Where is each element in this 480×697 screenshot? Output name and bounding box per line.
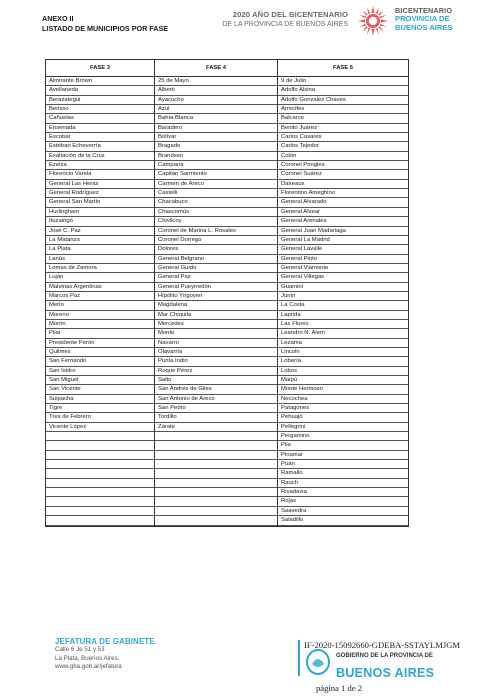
empty-cell <box>155 479 277 488</box>
table-cell: Saavedra <box>278 507 408 516</box>
table-cell: Salto <box>155 376 277 385</box>
empty-cell <box>46 460 154 469</box>
empty-cell <box>155 488 277 497</box>
table-cell: La Costa <box>278 301 408 310</box>
table-cell: San Pedro <box>155 404 277 413</box>
table-cell: Bahía Blanca <box>155 114 277 123</box>
office-name: JEFATURA DE GABINETE <box>55 637 155 646</box>
document-code: IF-2020-15092660-GDEBA-SSTAYLMJGM <box>304 640 461 650</box>
table-cell: Castelli <box>155 189 277 198</box>
annex-title: ANEXO II <box>42 14 74 23</box>
header-fase-5: FASE 5 <box>333 65 353 71</box>
table-cell: Quilmes <box>46 348 154 357</box>
table-cell: Brandsen <box>155 152 277 161</box>
province-name: BUENOS AIRES <box>336 666 435 680</box>
table-header-row <box>46 60 408 77</box>
table-cell: Exaltación de la Cruz <box>46 152 154 161</box>
table-cell: 25 de Mayo <box>155 77 277 86</box>
table-cell: Pila <box>278 441 408 450</box>
table-cell: Chacabuco <box>155 198 277 207</box>
table-cell: General Villegas <box>278 273 408 282</box>
table-cell: Leandro N. Alem <box>278 329 408 338</box>
table-cell: Carmen de Areco <box>155 180 277 189</box>
address-line-2: La Plata, Buenos Aires. <box>55 654 120 662</box>
table-cell: Patagones <box>278 404 408 413</box>
table-cell: Mar Chiquita <box>155 311 277 320</box>
table-cell: Rojas <box>278 497 408 506</box>
empty-cell <box>46 451 154 460</box>
table-cell: Monte <box>155 329 277 338</box>
table-cell: San Isidro <box>46 367 154 376</box>
table-cell: Ayacucho <box>155 96 277 105</box>
bicentenary-logo-text <box>395 7 453 32</box>
table-cell: Punta Indio <box>155 357 277 366</box>
table-cell: General Guido <box>155 264 277 273</box>
table-cell: Arrecifes <box>278 105 408 114</box>
table-cell: Escobar <box>46 133 154 142</box>
empty-cell <box>155 507 277 516</box>
table-cell: Moreno <box>46 311 154 320</box>
table-cell: Tigre <box>46 404 154 413</box>
empty-cell <box>155 460 277 469</box>
table-cell: Puán <box>278 460 408 469</box>
table-cell: Lincoln <box>278 348 408 357</box>
table-cell: Almirante Brown <box>46 77 154 86</box>
table-cell: General Lavalle <box>278 245 408 254</box>
table-cell: Necochea <box>278 395 408 404</box>
table-cell: General Arenales <box>278 217 408 226</box>
logo-line-1: BICENTENARIO <box>395 6 453 15</box>
footer-office-info <box>55 638 155 672</box>
empty-cell <box>155 432 277 441</box>
table-cell: Pinamar <box>278 451 408 460</box>
empty-cell <box>46 488 154 497</box>
table-cell: General Paz <box>155 273 277 282</box>
table-cell: José C. Paz <box>46 227 154 236</box>
table-cell: General Alvear <box>278 208 408 217</box>
table-cell: General Alvarado <box>278 198 408 207</box>
header-fase-3: FASE 3 <box>46 60 155 76</box>
empty-cell <box>155 497 277 506</box>
table-cell: Tres de Febrero <box>46 413 154 422</box>
table-cell: General Pueyrredón <box>155 283 277 292</box>
table-cell: Malvinas Argentinas <box>46 283 154 292</box>
table-cell: Carlos Casares <box>278 133 408 142</box>
table-cell: Pergamino <box>278 432 408 441</box>
table-cell: San Antonio de Areco <box>155 395 277 404</box>
footer-divider <box>298 640 300 676</box>
table-cell: General Rodríguez <box>46 189 154 198</box>
table-cell: Lomas de Zamora <box>46 264 154 273</box>
empty-cell <box>46 441 154 450</box>
logo-line-2: PROVINCIA DE <box>395 14 450 24</box>
table-cell: Capitán Sarmiento <box>155 170 277 179</box>
table-cell: Rivadavia <box>278 488 408 497</box>
column-fase-3 <box>46 77 155 526</box>
table-cell: Olavarría <box>155 348 277 357</box>
table-cell: Rauch <box>278 479 408 488</box>
table-cell: General Pinto <box>278 255 408 264</box>
table-cell: Chivilcoy <box>155 217 277 226</box>
table-cell: General Viamonte <box>278 264 408 273</box>
empty-cell <box>46 469 154 478</box>
table-cell: Coronel Pringles <box>278 161 408 170</box>
table-cell: San Fernando <box>46 357 154 366</box>
table-cell: Lobos <box>278 367 408 376</box>
table-cell: Guamini <box>278 283 408 292</box>
table-cell: Florentino Ameghino <box>278 189 408 198</box>
table-cell: Cañuelas <box>46 114 154 123</box>
table-cell: Maipú <box>278 376 408 385</box>
table-cell: Saladillo <box>278 516 408 525</box>
table-cell: La Plata <box>46 245 154 254</box>
table-cell: General Belgrano <box>155 255 277 264</box>
table-cell: San Andrés de Giles <box>155 385 277 394</box>
table-cell: Laprida <box>278 311 408 320</box>
bicentenary-caption <box>200 10 348 30</box>
website-link[interactable]: www.gba.gob.ar/jefatura <box>55 663 122 671</box>
table-cell: Bolívar <box>155 133 277 142</box>
list-title: LISTADO DE MUNICIPIOS POR FASE <box>42 24 169 33</box>
table-cell: Lobería <box>278 357 408 366</box>
table-cell: Magdalena <box>155 301 277 310</box>
table-cell: Adolfo Alsina <box>278 86 408 95</box>
document-heading <box>42 14 168 34</box>
table-cell: Lezama <box>278 339 408 348</box>
bicentenary-sun-logo-icon <box>357 5 389 37</box>
table-cell: San Miguel <box>46 376 154 385</box>
table-cell: Merlo <box>46 301 154 310</box>
table-cell: Coronel Suárez <box>278 170 408 179</box>
empty-cell <box>46 479 154 488</box>
empty-cell <box>46 432 154 441</box>
empty-cell <box>46 497 154 506</box>
column-fase-5 <box>278 77 408 526</box>
table-cell: 9 de Julio <box>278 77 408 86</box>
table-cell: Luján <box>46 273 154 282</box>
table-cell: Hurlingham <box>46 208 154 217</box>
table-cell: Daireaux <box>278 180 408 189</box>
table-cell: Chascomús <box>155 208 277 217</box>
table-cell: Suipacha <box>46 395 154 404</box>
table-cell: Dolores <box>155 245 277 254</box>
table-cell: Baradero <box>155 124 277 133</box>
empty-cell <box>155 516 277 525</box>
table-body <box>46 77 408 526</box>
table-cell: Ramallo <box>278 469 408 478</box>
table-cell: General Juan Madariaga <box>278 227 408 236</box>
footer-government-info <box>304 640 461 693</box>
table-cell: Zárate <box>155 423 277 432</box>
table-cell: Ensenada <box>46 124 154 133</box>
table-cell: Berazategui <box>46 96 154 105</box>
table-cell: Azul <box>155 105 277 114</box>
table-cell: General La Madrid <box>278 236 408 245</box>
table-cell: San Vicente <box>46 385 154 394</box>
table-cell: Ituzaingó <box>46 217 154 226</box>
header-fase-4: FASE 4 <box>155 60 278 76</box>
empty-cell <box>46 516 154 525</box>
table-cell: Vicente López <box>46 423 154 432</box>
table-cell: General San Martín <box>46 198 154 207</box>
column-fase-4 <box>155 77 278 526</box>
province-shield-icon <box>304 648 332 676</box>
table-cell: Presidente Perón <box>46 339 154 348</box>
table-cell: Florencio Varela <box>46 170 154 179</box>
table-cell: Avellaneda <box>46 86 154 95</box>
logo-line-3: BUENOS AIRES <box>395 22 453 32</box>
table-cell: Monte Hermoso <box>278 385 408 394</box>
empty-cell <box>46 507 154 516</box>
government-line: GOBIERNO DE LA PROVINCIA DE <box>336 653 433 659</box>
table-cell: Pellegrini <box>278 423 408 432</box>
table-cell: Junín <box>278 292 408 301</box>
table-cell: Roque Pérez <box>155 367 277 376</box>
table-cell: Carlos Tejedor <box>278 142 408 151</box>
address-line-1: Calle 6 Je 51 y 53 <box>55 646 105 654</box>
table-cell: Ezeiza <box>46 161 154 170</box>
empty-cell <box>155 441 277 450</box>
table-cell: Coronel de Marina L. Rosales <box>155 227 277 236</box>
table-cell: Benito Juárez <box>278 124 408 133</box>
table-cell: Alberti <box>155 86 277 95</box>
table-cell: Colón <box>278 152 408 161</box>
empty-cell <box>155 451 277 460</box>
table-cell: Navarro <box>155 339 277 348</box>
table-cell: Hipólito Yrigoyen <box>155 292 277 301</box>
municipalities-table <box>45 59 409 527</box>
table-cell: Berisso <box>46 105 154 114</box>
table-cell: Esteban Echeverría <box>46 142 154 151</box>
table-cell: Marcos Paz <box>46 292 154 301</box>
table-cell: Mercedes <box>155 320 277 329</box>
table-cell: Bragado <box>155 142 277 151</box>
empty-cell <box>155 469 277 478</box>
table-cell: Campana <box>155 161 277 170</box>
page-number: página 1 de 2 <box>316 683 363 693</box>
table-cell: Pehuajó <box>278 413 408 422</box>
table-cell: Las Flores <box>278 320 408 329</box>
table-cell: Pilar <box>46 329 154 338</box>
table-cell: General Las Heras <box>46 180 154 189</box>
table-cell: Balcarce <box>278 114 408 123</box>
table-cell: Adolfo Gonzales Chaves <box>278 96 408 105</box>
table-cell: Morón <box>46 320 154 329</box>
province-line: DE LA PROVINCIA DE BUENOS AIRES <box>222 21 348 28</box>
table-cell: Tordillo <box>155 413 277 422</box>
table-cell: La Matanza <box>46 236 154 245</box>
table-cell: Lanús <box>46 255 154 264</box>
year-line: 2020 AÑO DEL BICENTENARIO <box>232 10 348 19</box>
table-cell: Coronel Dorrego <box>155 236 277 245</box>
